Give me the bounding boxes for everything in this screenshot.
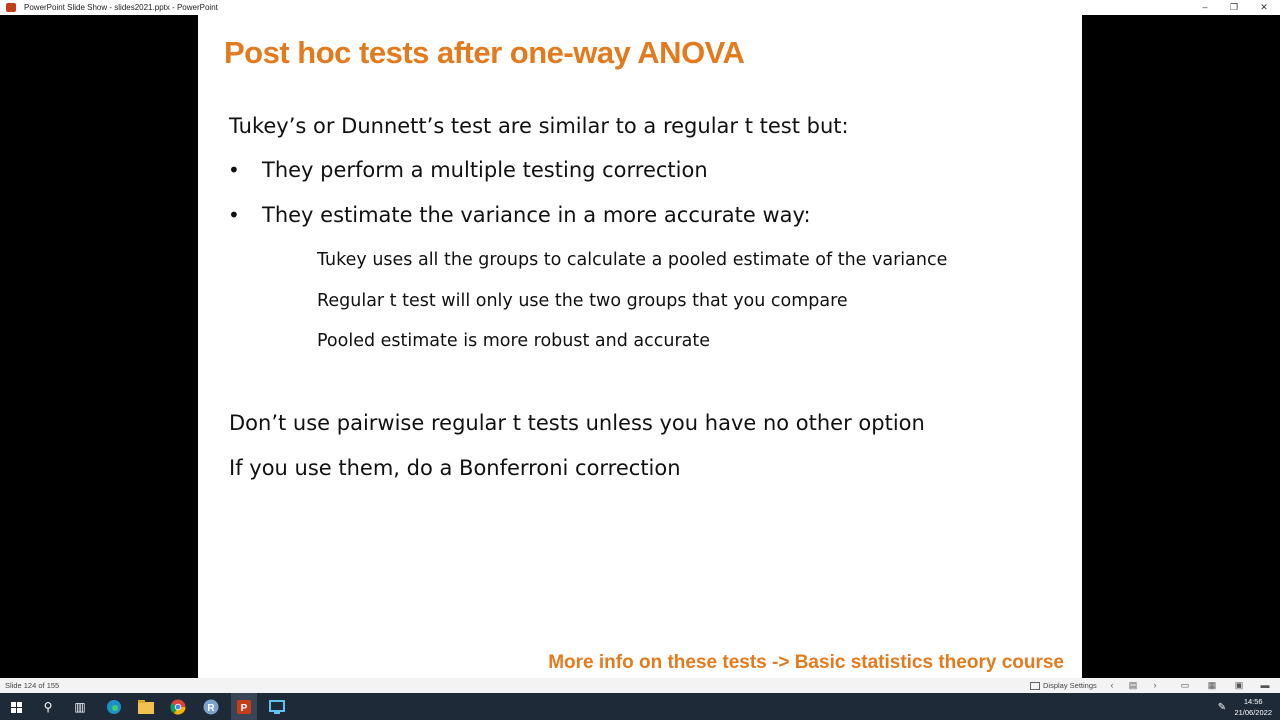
sub-point: Regular t test will only use the two groups that you compare xyxy=(317,291,848,311)
previous-slide-icon[interactable]: ‹ xyxy=(1110,680,1114,690)
powerpoint-app-icon xyxy=(6,3,16,12)
window-title: PowerPoint Slide Show - slides2021.pptx - PowerPoint xyxy=(24,3,218,12)
slide-intro: Tukey’s or Dunnett’s test are similar to a regular t test but: xyxy=(229,114,849,138)
bullet-item: They estimate the variance in a more accurate way: xyxy=(262,203,811,227)
footer-link[interactable]: More info on these tests -> Basic statistics theory course xyxy=(548,652,1064,673)
r-icon[interactable] xyxy=(201,697,221,717)
slide-show-stage[interactable] xyxy=(0,15,1280,678)
powerpoint-icon[interactable] xyxy=(234,697,254,717)
clock-time: 14:56 xyxy=(1243,697,1263,706)
search-icon[interactable]: ⚲ xyxy=(43,700,53,714)
edge-icon[interactable] xyxy=(104,697,124,717)
closing-line: Don’t use pairwise regular t tests unless you have no other option xyxy=(229,411,925,435)
pen-icon[interactable]: ✎ xyxy=(1217,701,1227,713)
file-explorer-icon[interactable] xyxy=(136,697,156,717)
minimize-button[interactable]: – xyxy=(1202,2,1208,12)
slide-title: Post hoc tests after one-way ANOVA xyxy=(224,35,745,70)
reading-view-icon[interactable]: ▣ xyxy=(1234,680,1244,690)
window-title-bar xyxy=(0,0,1280,15)
next-slide-icon[interactable]: › xyxy=(1153,680,1157,690)
system-clock[interactable] xyxy=(1234,696,1272,718)
slide-counter: Slide 124 of 155 xyxy=(5,681,60,690)
closing-line: If you use them, do a Bonferroni correction xyxy=(229,456,681,480)
monitor-icon xyxy=(1030,682,1040,690)
bullet-item: They perform a multiple testing correction xyxy=(262,158,708,182)
remote-desktop-icon[interactable] xyxy=(267,697,287,717)
slide[interactable] xyxy=(198,15,1082,678)
start-icon[interactable] xyxy=(6,697,26,717)
sub-point: Tukey uses all the groups to calculate a pooled estimate of the variance xyxy=(317,250,948,270)
normal-view-icon[interactable]: ▭ xyxy=(1180,680,1190,690)
taskbar xyxy=(0,693,1280,720)
svg-text:P: P xyxy=(240,703,248,714)
close-button[interactable]: ✕ xyxy=(1260,2,1268,12)
display-settings-button[interactable] xyxy=(1030,678,1097,693)
bullet-marker: • xyxy=(228,158,240,182)
restore-button[interactable]: ❐ xyxy=(1229,2,1239,12)
slideshow-view-icon[interactable]: ▬ xyxy=(1260,680,1270,690)
notes-icon[interactable]: ▤ xyxy=(1128,680,1138,690)
svg-text:R: R xyxy=(207,703,215,714)
sub-point: Pooled estimate is more robust and accurate xyxy=(317,331,710,351)
status-bar xyxy=(0,678,1280,693)
slide-sorter-icon[interactable]: ▦ xyxy=(1207,680,1217,690)
display-settings-label: Display Settings xyxy=(1043,681,1097,690)
chrome-icon[interactable] xyxy=(168,697,188,717)
task-view-icon[interactable]: ▥ xyxy=(74,700,86,714)
clock-date: 21/06/2022 xyxy=(1234,708,1272,717)
bullet-marker: • xyxy=(228,203,240,227)
